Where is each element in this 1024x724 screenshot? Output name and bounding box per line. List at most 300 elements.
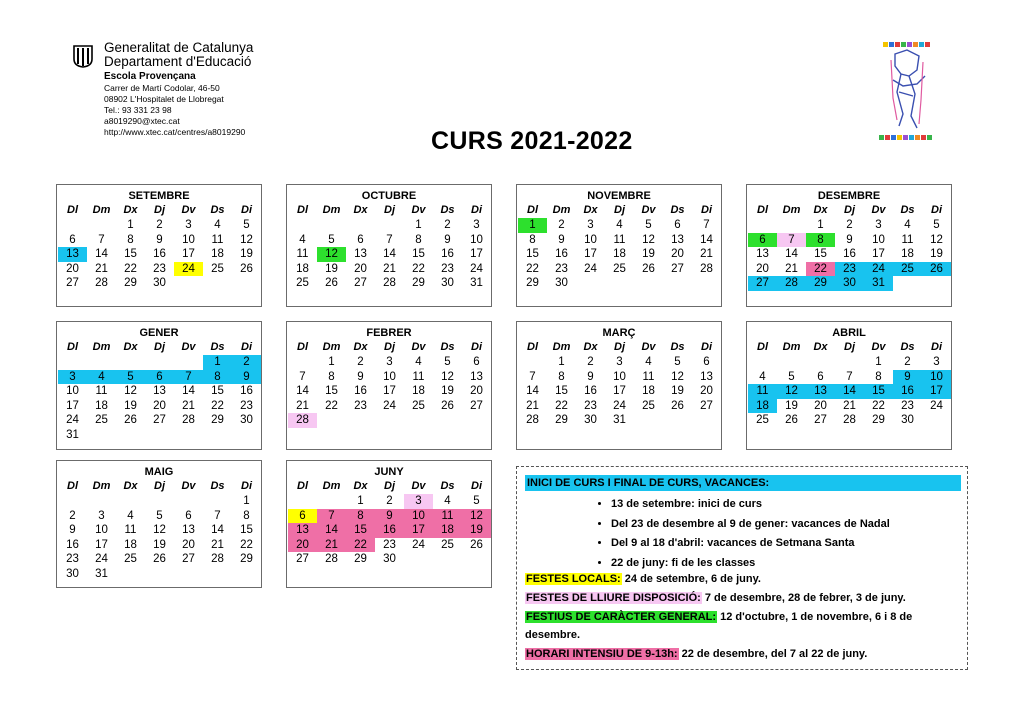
day-cell: 21 [526, 399, 539, 412]
day-cell: 10 [922, 370, 951, 385]
day-cell: 19 [240, 248, 253, 261]
week-row [287, 370, 491, 385]
legend-box [516, 466, 968, 670]
day-cell: 8 [875, 370, 882, 383]
empty-day-cell [777, 218, 806, 233]
weekday-label: Dm [552, 204, 571, 216]
day-cell: 3 [933, 356, 940, 368]
empty-day-cell [346, 413, 375, 428]
weekday-label: Dv [411, 341, 426, 353]
day-cell: 21 [700, 248, 713, 261]
day-cell: 8 [127, 233, 134, 246]
day-cell: 27 [671, 262, 684, 275]
day-cell: 21 [296, 399, 309, 412]
day-cell: 21 [211, 538, 224, 551]
day-cell: 3 [473, 219, 480, 231]
day-cell: 19 [642, 248, 655, 261]
day-cell: 12 [441, 370, 454, 383]
day-cell: 7 [529, 370, 536, 383]
day-cell: 23 [555, 262, 568, 275]
day-cell: 18 [412, 385, 425, 398]
day-cell: 3 [98, 509, 105, 522]
weekday-label: Dj [154, 204, 165, 216]
day-cell: 17 [872, 248, 885, 261]
week-row [57, 428, 261, 443]
day-cell: 9 [156, 233, 163, 246]
week-row [747, 384, 951, 399]
empty-day-cell [288, 218, 317, 233]
week-row [287, 247, 491, 262]
empty-day-cell [116, 355, 145, 370]
empty-day-cell [174, 276, 203, 291]
weekday-label: Ds [440, 204, 455, 216]
day-cell: 26 [325, 277, 338, 290]
day-cell: 6 [817, 370, 824, 383]
day-cell: 28 [383, 277, 396, 290]
legend-bullet-list [593, 495, 890, 573]
day-cell: 12 [153, 524, 166, 537]
day-cell: 21 [383, 262, 396, 275]
day-cell: 14 [182, 385, 195, 398]
day-cell: 1 [817, 219, 824, 231]
day-cell: 19 [325, 262, 338, 275]
day-cell: 23 [240, 399, 253, 412]
day-cell: 21 [843, 399, 856, 412]
day-cell: 15 [412, 248, 425, 261]
day-cell: 5 [933, 219, 940, 231]
day-cell: 6 [145, 370, 174, 385]
day-cell: 28 [288, 413, 317, 428]
weekday-label: Dm [322, 341, 341, 353]
government-name: Generalitat de Catalunya [104, 40, 254, 55]
day-cell: 24 [864, 262, 893, 277]
month-name: MAIG [144, 466, 174, 478]
week-row [287, 355, 491, 370]
day-cell: 12 [671, 370, 684, 383]
local-holidays-text: 24 de setembre, 6 de juny. [621, 573, 761, 585]
week-row [747, 233, 951, 248]
empty-day-cell [288, 355, 317, 370]
weekday-label: Dj [844, 341, 855, 353]
day-cell: 17 [66, 399, 79, 412]
legend-bullet: • Del 23 de desembre al 9 de gener: vacances de Nadal [611, 515, 890, 535]
empty-day-cell [58, 494, 87, 509]
week-row [57, 262, 261, 277]
day-cell: 19 [441, 385, 454, 398]
day-cell: 23 [354, 399, 367, 412]
day-cell: 19 [785, 399, 798, 412]
empty-day-cell [288, 494, 317, 509]
day-cell: 14 [296, 385, 309, 398]
day-cell: 5 [444, 356, 451, 368]
day-cell: 16 [584, 385, 597, 398]
empty-day-cell [922, 276, 951, 291]
month-name: SETEMBRE [128, 190, 190, 202]
day-cell: 12 [777, 384, 806, 399]
month-octubre [286, 184, 492, 307]
weekday-header [747, 203, 951, 218]
day-cell: 10 [182, 233, 195, 246]
day-cell: 4 [415, 356, 422, 368]
week-row [57, 276, 261, 291]
day-cell: 14 [835, 384, 864, 399]
day-cell: 28 [843, 414, 856, 427]
day-cell: 26 [124, 414, 137, 427]
free-days-tag: FESTES DE LLIURE DISPOSICIÓ: [526, 592, 701, 604]
day-cell: 8 [203, 370, 232, 385]
day-cell: 20 [153, 399, 166, 412]
day-cell: 24 [383, 399, 396, 412]
day-cell: 19 [671, 385, 684, 398]
day-cell: 17 [922, 384, 951, 399]
day-cell: 7 [214, 509, 221, 522]
day-cell: 11 [613, 233, 626, 246]
day-cell: 29 [412, 277, 425, 290]
day-cell: 23 [441, 262, 454, 275]
day-cell: 9 [375, 509, 404, 524]
weekday-label: Dl [757, 204, 768, 216]
weekday-label: Di [241, 341, 252, 353]
legend-general-holidays [525, 609, 912, 625]
weekday-header [287, 479, 491, 494]
day-cell: 29 [211, 414, 224, 427]
day-cell: 31 [470, 277, 483, 290]
day-cell: 13 [153, 385, 166, 398]
day-cell: 11 [296, 248, 309, 261]
empty-day-cell [462, 552, 491, 567]
weekday-label: Dv [641, 341, 656, 353]
day-cell: 17 [383, 385, 396, 398]
day-cell: 14 [383, 248, 396, 261]
day-cell: 1 [518, 218, 547, 233]
day-cell: 13 [182, 524, 195, 537]
day-cell: 26 [785, 414, 798, 427]
day-cell: 27 [700, 399, 713, 412]
day-cell: 21 [95, 262, 108, 275]
day-cell: 1 [243, 495, 250, 507]
weekday-label: Dj [154, 480, 165, 492]
day-cell: 4 [616, 219, 623, 231]
empty-day-cell [806, 355, 835, 370]
day-cell: 11 [95, 385, 108, 398]
week-row [57, 247, 261, 262]
day-cell: 31 [95, 567, 108, 580]
weekday-header [57, 340, 261, 355]
day-cell: 12 [240, 233, 253, 246]
general-holidays-tag: FESTIUS DE CARÀCTER GENERAL: [526, 611, 717, 623]
week-row [517, 384, 721, 399]
day-cell: 9 [232, 370, 261, 385]
day-cell: 26 [470, 538, 483, 551]
day-cell: 20 [671, 248, 684, 261]
empty-day-cell [116, 494, 145, 509]
month-name: MARÇ [602, 327, 636, 339]
day-cell: 6 [69, 233, 76, 246]
empty-day-cell [174, 494, 203, 509]
day-cell: 7 [386, 233, 393, 246]
day-cell: 29 [526, 277, 539, 290]
week-row [57, 384, 261, 399]
weekday-label: Dm [782, 341, 801, 353]
day-cell: 13 [756, 248, 769, 261]
weekday-label: Dv [181, 341, 196, 353]
school-logo-icon [873, 40, 939, 144]
day-cell: 13 [470, 370, 483, 383]
weekday-label: Dx [123, 480, 138, 492]
empty-day-cell [663, 413, 692, 428]
day-cell: 5 [243, 219, 250, 231]
weekday-label: Dv [181, 480, 196, 492]
day-cell: 18 [296, 262, 309, 275]
empty-day-cell [748, 355, 777, 370]
weekday-label: Di [471, 204, 482, 216]
day-cell: 26 [922, 262, 951, 277]
weekday-label: Di [701, 204, 712, 216]
day-cell: 11 [211, 233, 224, 246]
day-cell: 29 [240, 553, 253, 566]
empty-day-cell [203, 428, 232, 443]
month-name: FEBRER [366, 327, 412, 339]
week-row [747, 276, 951, 291]
day-cell: 11 [124, 524, 137, 537]
day-cell: 16 [555, 248, 568, 261]
empty-day-cell [375, 413, 404, 428]
empty-day-cell [777, 355, 806, 370]
weekday-label: Dj [384, 480, 395, 492]
day-cell: 14 [700, 233, 713, 246]
day-cell: 19 [462, 523, 491, 538]
month-abril [746, 321, 952, 450]
day-cell: 17 [613, 385, 626, 398]
day-cell: 30 [555, 277, 568, 290]
weekday-label: Ds [210, 480, 225, 492]
day-cell: 3 [185, 219, 192, 231]
day-cell: 29 [555, 414, 568, 427]
month-name: ABRIL [832, 327, 866, 339]
week-row [517, 413, 721, 428]
empty-day-cell [404, 413, 433, 428]
weekday-label: Dl [297, 204, 308, 216]
day-cell: 4 [87, 370, 116, 385]
day-cell: 10 [584, 233, 597, 246]
day-cell: 7 [98, 233, 105, 246]
day-cell: 19 [124, 399, 137, 412]
weekday-label: Dl [67, 204, 78, 216]
empty-day-cell [116, 567, 145, 582]
day-cell: 6 [703, 356, 710, 368]
day-cell: 26 [240, 262, 253, 275]
weekday-label: Dv [181, 204, 196, 216]
day-cell: 15 [864, 384, 893, 399]
week-row [517, 262, 721, 277]
weekday-label: Dv [871, 341, 886, 353]
weekday-label: Ds [440, 480, 455, 492]
week-row [517, 233, 721, 248]
day-cell: 16 [893, 384, 922, 399]
day-cell: 13 [354, 248, 367, 261]
day-cell: 2 [386, 495, 393, 507]
weekday-label: Dl [297, 480, 308, 492]
day-cell: 23 [66, 553, 79, 566]
week-row [57, 370, 261, 385]
weekday-label: Dx [123, 341, 138, 353]
day-cell: 6 [674, 219, 681, 231]
week-row [747, 399, 951, 414]
weekday-label: Dj [614, 341, 625, 353]
day-cell: 20 [288, 538, 317, 553]
day-cell: 23 [153, 262, 166, 275]
day-cell: 22 [325, 399, 338, 412]
weekday-label: Dj [614, 204, 625, 216]
day-cell: 3 [58, 370, 87, 385]
day-cell: 5 [674, 356, 681, 368]
day-cell: 17 [404, 523, 433, 538]
day-cell: 1 [328, 356, 335, 368]
day-cell: 26 [671, 399, 684, 412]
day-cell: 10 [66, 385, 79, 398]
week-row [287, 384, 491, 399]
day-cell: 18 [433, 523, 462, 538]
day-cell: 31 [66, 428, 79, 441]
weekday-header [517, 340, 721, 355]
day-cell: 16 [441, 248, 454, 261]
day-cell: 3 [386, 356, 393, 368]
day-cell: 2 [558, 219, 565, 231]
day-cell: 23 [835, 262, 864, 277]
week-row [517, 276, 721, 291]
day-cell: 13 [806, 384, 835, 399]
day-cell: 8 [328, 370, 335, 383]
school-address: Carrer de Martí Codolar, 46-50 [104, 83, 220, 93]
day-cell: 7 [703, 219, 710, 231]
empty-day-cell [922, 413, 951, 428]
day-cell: 10 [872, 233, 885, 246]
empty-day-cell [317, 218, 346, 233]
empty-day-cell [375, 218, 404, 233]
day-cell: 9 [69, 524, 76, 537]
day-cell: 1 [357, 495, 364, 507]
weekday-label: Dm [92, 341, 111, 353]
day-cell: 26 [642, 262, 655, 275]
day-cell: 15 [211, 385, 224, 398]
day-cell: 22 [412, 262, 425, 275]
day-cell: 17 [584, 248, 597, 261]
weekday-label: Dm [552, 341, 571, 353]
week-row [747, 355, 951, 370]
day-cell: 25 [893, 262, 922, 277]
day-cell: 13 [700, 370, 713, 383]
day-cell: 10 [383, 370, 396, 383]
day-cell: 15 [346, 523, 375, 538]
day-cell: 25 [756, 414, 769, 427]
day-cell: 27 [153, 414, 166, 427]
day-cell: 3 [616, 356, 623, 368]
weekday-label: Dj [154, 341, 165, 353]
legend-bullet: • Del 9 al 18 d'abril: vacances de Setmana Santa [611, 534, 890, 554]
day-cell: 2 [846, 219, 853, 231]
week-row [57, 355, 261, 370]
day-cell: 30 [441, 277, 454, 290]
day-cell: 4 [299, 233, 306, 246]
day-cell: 2 [587, 356, 594, 368]
day-cell: 24 [412, 538, 425, 551]
weekday-label: Di [471, 341, 482, 353]
weekday-header [57, 479, 261, 494]
day-cell: 22 [346, 538, 375, 553]
day-cell: 20 [756, 262, 769, 275]
month-name: OCTUBRE [361, 190, 417, 202]
day-cell: 9 [846, 233, 853, 246]
day-cell: 8 [806, 233, 835, 248]
empty-day-cell [634, 413, 663, 428]
week-row [287, 552, 491, 567]
day-cell: 27 [470, 399, 483, 412]
day-cell: 27 [354, 277, 367, 290]
month-setembre [56, 184, 262, 307]
day-cell: 12 [642, 233, 655, 246]
day-cell: 8 [346, 509, 375, 524]
week-row [747, 247, 951, 262]
day-cell: 28 [526, 414, 539, 427]
general-holidays-text: 12 d'octubre, 1 de novembre, 6 i 8 de [717, 611, 913, 623]
day-cell: 21 [785, 262, 798, 275]
day-cell: 17 [470, 248, 483, 261]
legend-intensive-schedule [525, 646, 867, 662]
month-name: DESEMBRE [817, 190, 881, 202]
day-cell: 8 [415, 233, 422, 246]
weekday-label: Dm [92, 480, 111, 492]
day-cell: 18 [95, 399, 108, 412]
empty-day-cell [87, 428, 116, 443]
legend-heading: INICI DE CURS I FINAL DE CURS, VACANCES: [525, 475, 961, 491]
day-cell: 8 [529, 233, 536, 246]
weekday-label: Dm [322, 204, 341, 216]
day-cell: 12 [317, 247, 346, 262]
week-row [517, 355, 721, 370]
weekday-header [57, 203, 261, 218]
day-cell: 4 [645, 356, 652, 368]
day-cell: 15 [325, 385, 338, 398]
day-cell: 1 [875, 356, 882, 368]
day-cell: 28 [700, 262, 713, 275]
empty-day-cell [58, 218, 87, 233]
day-cell: 7 [317, 509, 346, 524]
day-cell: 10 [613, 370, 626, 383]
empty-day-cell [462, 413, 491, 428]
day-cell: 16 [843, 248, 856, 261]
weekday-header [747, 340, 951, 355]
day-cell: 7 [846, 370, 853, 383]
week-row [57, 233, 261, 248]
day-cell: 24 [95, 553, 108, 566]
weekday-label: Dx [583, 341, 598, 353]
day-cell: 29 [354, 553, 367, 566]
day-cell: 24 [66, 414, 79, 427]
day-cell: 7 [299, 370, 306, 383]
day-cell: 22 [124, 262, 137, 275]
weekday-label: Di [931, 204, 942, 216]
week-row [517, 370, 721, 385]
weekday-header [287, 203, 491, 218]
weekday-label: Dx [583, 204, 598, 216]
day-cell: 6 [185, 509, 192, 522]
empty-day-cell [605, 276, 634, 291]
day-cell: 16 [240, 385, 253, 398]
day-cell: 13 [58, 247, 87, 262]
day-cell: 14 [785, 248, 798, 261]
week-row [57, 413, 261, 428]
weekday-label: Dx [353, 480, 368, 492]
